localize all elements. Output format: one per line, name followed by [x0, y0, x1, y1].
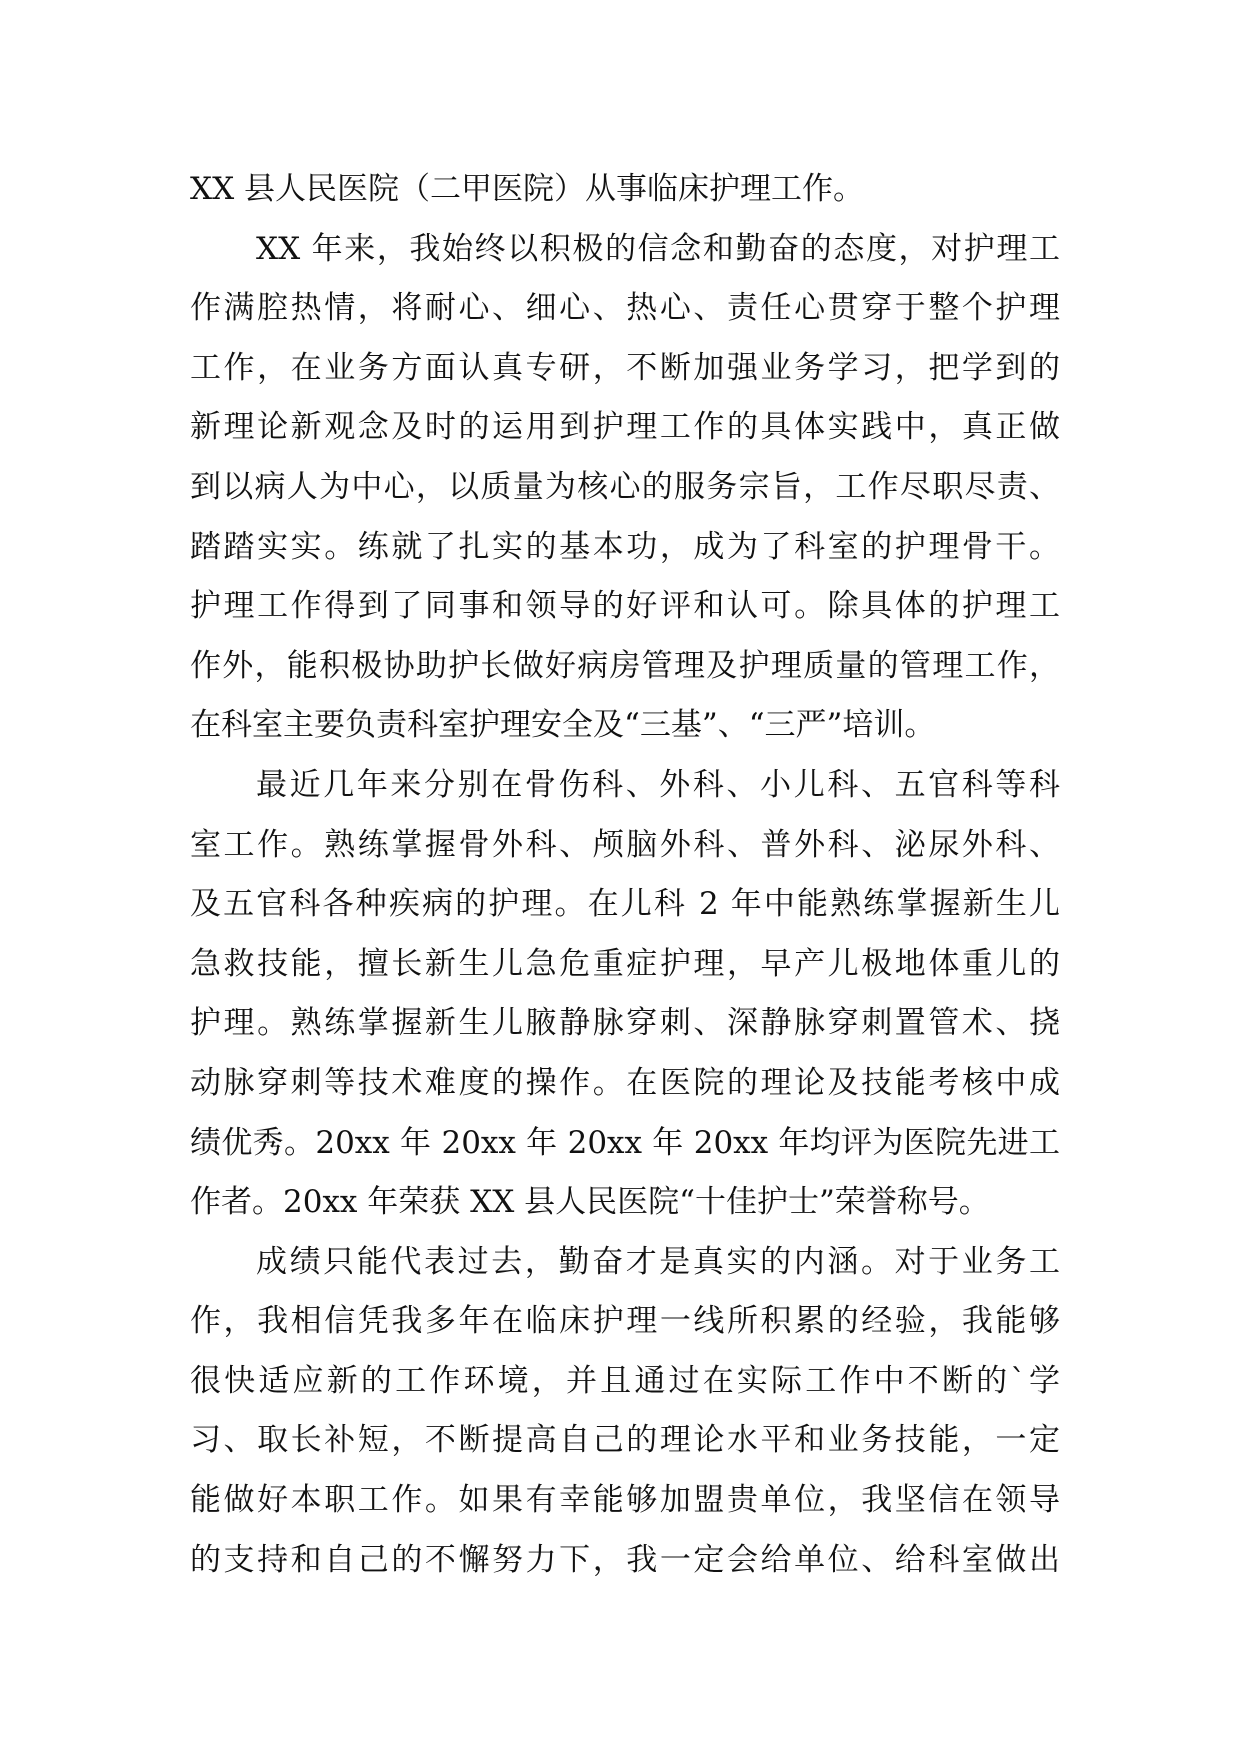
paragraph-line: 作外，能积极协助护长做好病房管理及护理质量的管理工作， [190, 647, 1060, 684]
paragraph-line: 踏踏实实。练就了扎实的基本功，成为了科室的护理骨干。 [190, 528, 1060, 565]
paragraph-line: 护理工作得到了同事和领导的好评和认可。除具体的护理工 [190, 588, 1060, 625]
paragraph-line: 动脉穿刺等技术难度的操作。在医院的理论及技能考核中成 [190, 1064, 1060, 1101]
paragraph-line: 作满腔热情，将耐心、细心、热心、责任心贯穿于整个护理 [190, 290, 1060, 327]
paragraph-line: 成绩只能代表过去，勤奋才是真实的内涵。对于业务工 [256, 1243, 1060, 1280]
paragraph-line: 绩优秀。20xx 年 20xx 年 20xx 年 20xx 年均评为医院先进工 [190, 1124, 1060, 1161]
paragraph-line: 的支持和自己的不懈努力下，我一定会给单位、给科室做出 [190, 1541, 1060, 1578]
paragraph-line: 作，我相信凭我多年在临床护理一线所积累的经验，我能够 [190, 1303, 1060, 1340]
paragraph-line: 工作，在业务方面认真专研，不断加强业务学习，把学到的 [190, 349, 1060, 386]
paragraph-line: 急救技能，擅长新生儿急危重症护理，早产儿极地体重儿的 [190, 945, 1060, 982]
paragraph-line: 新理论新观念及时的运用到护理工作的具体实践中，真正做 [190, 409, 1060, 446]
paragraph-line: 能做好本职工作。如果有幸能够加盟贵单位，我坚信在领导 [190, 1482, 1060, 1519]
document-body [190, 160, 1060, 1590]
paragraph-line: 护理。熟练掌握新生儿腋静脉穿刺、深静脉穿刺置管术、挠 [190, 1005, 1060, 1042]
paragraph-line: 在科室主要负责科室护理安全及“三基”、“三严”培训。 [190, 707, 936, 744]
paragraph-line: 最近几年来分别在骨伤科、外科、小儿科、五官科等科 [256, 766, 1060, 803]
paragraph-line: 室工作。熟练掌握骨外科、颅脑外科、普外科、泌尿外科、 [190, 826, 1060, 863]
paragraph-line: 很快适应新的工作环境，并且通过在实际工作中不断的`学 [190, 1362, 1060, 1399]
paragraph-line: 及五官科各种疾病的护理。在儿科 2 年中能熟练掌握新生儿 [190, 886, 1060, 923]
paragraph-line: 到以病人为中心，以质量为核心的服务宗旨，工作尽职尽责、 [190, 468, 1060, 505]
paragraph-line: XX 县人民医院（二甲医院）从事临床护理工作。 [190, 171, 864, 207]
paragraph-line: 作者。20xx 年荣获 XX 县人民医院“十佳护士”荣誉称号。 [190, 1184, 990, 1221]
paragraph-line: XX 年来，我始终以积极的信念和勤奋的态度，对护理工 [256, 230, 1060, 267]
paragraph-line: 习、取长补短，不断提高自己的理论水平和业务技能，一定 [190, 1422, 1060, 1459]
